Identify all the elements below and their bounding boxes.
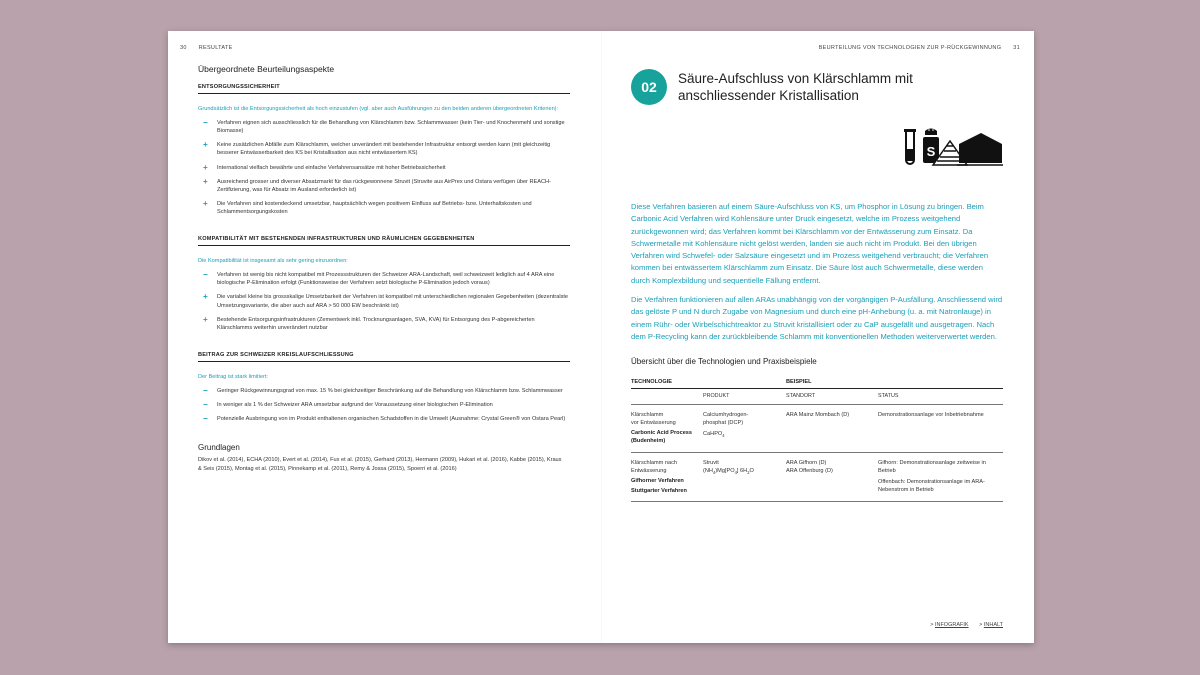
- table-header-row: [631, 379, 1003, 389]
- product-cell: [703, 452, 786, 501]
- intro-paragraph-2: Die Verfahren funktionieren auf allen ARAs unabhängig von der vorgängigen P-Ausfällung. Anschliessend wird das gelöste P und N durch Zugabe von Magnesium und durch eine pH-Anhebung (u. a. mit Natronlauge) in einem Rühr- oder Wirbelschichtreaktor zu Struvit kristallisiert oder zu CaP ausgefällt und ausgetragen. Nach dem P-Recycling kann der zurückbleibende Schlamm mit konventionellen Methoden weiterverwertet werden.: [631, 295, 1003, 341]
- list-item-text: Keine zusätzlichen Abfälle zum Klärschlamm, welcher unverändert mit bestehender Infrastruktur entsorgt werden kann (mit gleichzeitig besserer Entwässerbarkeit des KS bei Kristallisation aus nicht entwässertem KS): [217, 142, 551, 157]
- list-item-text: In weniger als 1 % der Schweizer ARA umsetzbar aufgrund der Voraussetzung einer biologischen P-Elimination: [217, 402, 493, 409]
- grundlagen-title: Grundlagen: [198, 443, 240, 453]
- grundlagen-references: Dikov et al. (2014), ECHA (2010), Evert et al. (2014), Fux et al. (2015), Gerhard (2013), Hermann (2009), Hukari et al. (2016), Kabbe (2015), Kraus & Seis (2015), Montag et al. (2015), Pinnekamp et al. (2011), Remy & Jossa (2015), Spoerri et al. (2016): [198, 457, 562, 472]
- standort-cell: [786, 452, 878, 501]
- left-page-number: 30: [180, 45, 187, 51]
- list-item: [198, 271, 570, 287]
- running-header-left: [180, 45, 233, 51]
- group-title: KOMPATIBILITÄT MIT BESTEHENDEN INFRASTRUKTUREN UND RÄUMLICHEN GEGEBENHEITEN: [198, 236, 570, 246]
- technology-line: vor Entwässerung: [631, 420, 676, 427]
- status-cell: [878, 405, 1003, 452]
- technology-name: Carbonic Acid Process (Budenheim): [631, 430, 693, 445]
- icon-letter: S: [926, 144, 936, 159]
- criteria-group-kompatibilitaet: [198, 236, 570, 332]
- technology-line: Klärschlamm: [631, 412, 664, 419]
- chapter-title: Säure-Aufschluss von Klärschlamm mit anschliessender Kristallisation: [678, 71, 913, 104]
- technology-line: Entwässerung: [631, 467, 667, 474]
- inhalt-link-label: INHALT: [983, 622, 1003, 628]
- formula-subscript: 4: [734, 469, 737, 475]
- section-title: Übergeordnete Beurteilungsaspekte: [198, 64, 335, 74]
- left-running-title: RESULTATE: [198, 45, 233, 51]
- status-cell: [878, 452, 1003, 501]
- product-formula: [703, 467, 786, 476]
- list-item-text: International vielfach bewährte und einfache Verfahrensansätze mit hoher Betriebssicherheit: [217, 164, 446, 171]
- product-cell: [703, 405, 786, 452]
- intro-paragraph-1: Diese Verfahren basieren auf einem Säure-Aufschluss von KS, um Phosphor in Lösung zu bringen. Beim Carbonic Acid Verfahren wird Kohlensäure unter Druck eingesetzt, welche im Prozess weitgehend zurückgewonnen wird; das Verfahren kommt bei Klärschlamm vor der Entwässerung zum Einsatz. Da Schwermetalle mit Kohlensäure nicht gelöst werden, landen sie auch nicht im Produkt. Bei den übrigen Verfahren wird Schwefel- oder Salzsäure eingesetzt und im Prozess weitgehend verbraucht; die Verfahren kommen bei entwässertem Klärschlamm zum Einsatz. Die Säure löst auch Schwermetalle, diese werden durch Komplexbildung und sequentielle Fällung entfernt.: [631, 202, 989, 285]
- list-item-text: Ausreichend grosser und diverser Absatzmarkt für das rückgewonnene Struvit (Struvite aus AirPrex und Ostara verfügen über REACH-Zertifizierung, was für Absatz im Ausland erforderlich ist): [217, 178, 551, 193]
- minus-icon: −: [203, 118, 208, 128]
- list-item: [198, 164, 570, 172]
- infografik-link-label: INFOGRAFIK: [934, 622, 969, 628]
- column-header-produkt: PRODUKT: [703, 389, 786, 405]
- chapter-number-badge: 02: [631, 69, 667, 105]
- list-item-text: Geringer Rückgewinnungsgrad von max. 15 % bei gleichzeitiger Beschränkung auf die Behandlung von Klärschlamm bzw. Schlammwasser: [217, 387, 563, 394]
- formula-subscript: 2: [747, 469, 750, 475]
- technology-table: [631, 379, 1003, 502]
- formula-part: (NH: [703, 467, 713, 474]
- technology-name: Gifhorner Verfahren: [631, 477, 684, 484]
- list-item-text: Bestehende Entsorgungsinfrastrukturen (Zementwerk inkl. Trocknungsanlagen, SVA, KVA) für Entsorgung des P-abgereicherten Klärschlamms weiterhin unverändert nutzbar: [217, 316, 535, 331]
- infografik-link[interactable]: [930, 622, 968, 628]
- plus-icon: +: [203, 292, 208, 302]
- group-intro: Der Beitrag ist stark limitiert:: [198, 373, 268, 380]
- list-item-text: Die variabel kleine bis grossskalige Umsetzbarkeit der Verfahren ist kompatibel mit unterschiedlichen regionalen Gegebenheiten (dezentralste Umsetzungsvariante, die aber auch auf ARA > 50 000 EW beschränkt ist): [217, 294, 569, 309]
- right-running-title: BEURTEILUNG VON TECHNOLOGIEN ZUR P-RÜCKGEWINNUNG: [818, 45, 1002, 51]
- list-item: [198, 415, 570, 423]
- formula-part: CaHPO: [703, 431, 723, 438]
- product-line: Calciumhydrogen-: [703, 412, 749, 419]
- list-item-text: Verfahren eignen sich ausschliesslich für die Behandlung von Klärschlamm bzw. Schlammwasser (kein Tier- und Knochenmehl und sonstige Biomasse): [217, 120, 565, 135]
- right-page-number: 31: [1013, 45, 1020, 51]
- status-line: Gifhorn: Demonstrationsanlage zeitweise in Betrieb: [878, 459, 986, 474]
- chapter-body: [631, 201, 1003, 502]
- column-header-status: STATUS: [878, 389, 1003, 405]
- criteria-group-entsorgung: [198, 84, 570, 216]
- list-item-text: Verfahren ist wenig bis nicht kompatibel mit Prozessstrukturen der Schweizer ARA-Landschaft, weil schweizweit lediglich auf 4 ARA eine biologische P-Elimination erfolgt (Funktionsweise der Verfahren setzt biologische P-Elimination jedoch voraus): [217, 272, 555, 287]
- plus-icon: +: [203, 198, 208, 208]
- product-formula: [703, 430, 786, 439]
- product-line: Struvit: [703, 459, 719, 466]
- chevron-right-icon: >: [930, 622, 934, 628]
- minus-icon: −: [203, 385, 208, 395]
- product-line: phosphat (DCP): [703, 420, 744, 427]
- column-header-beispiel: BEISPIEL: [786, 379, 1003, 389]
- plus-icon: +: [203, 314, 208, 324]
- formula-part: )Mg[PO: [715, 467, 735, 474]
- footer-navigation: [921, 622, 1003, 628]
- brochure-spread: [168, 31, 1034, 643]
- inhalt-link[interactable]: [979, 622, 1003, 628]
- technology-cell: [631, 452, 703, 501]
- group-intro: Die Kompatibilität ist insgesamt als sehr gering einzuordnen:: [198, 258, 348, 265]
- technology-line: Klärschlamm nach: [631, 459, 678, 466]
- standort-line: ARA Gifhorn (D): [786, 459, 827, 466]
- table-cell-empty: [631, 389, 703, 405]
- criteria-group-kreislauf: [198, 352, 570, 423]
- plus-icon: +: [203, 140, 208, 150]
- table-row: [631, 452, 1003, 501]
- column-header-technologie: TECHNOLOGIE: [631, 379, 786, 389]
- formula-subscript: 4: [722, 433, 725, 439]
- formula-part: ] 6H: [736, 467, 748, 474]
- list-item: [198, 178, 570, 194]
- formula-subscript: 4: [712, 469, 716, 475]
- list-item-text: Die Verfahren sind kostendeckend umsetzbar, hauptsächlich wegen positivem Einfluss auf Betriebs- bzw. Unterhaltskosten und Schlammentsorgungskosten: [217, 200, 532, 215]
- standort-line: ARA Mainz Mombach (D): [786, 412, 850, 419]
- group-title: BEITRAG ZUR SCHWEIZER KREISLAUFSCHLIESSUNG: [198, 352, 570, 362]
- formula-part: O: [749, 467, 754, 474]
- list-item: [198, 387, 570, 395]
- running-header-right: [819, 45, 1020, 51]
- list-item: [198, 316, 570, 332]
- status-line: Demonstrationsanlage vor Inbetriebnahme: [878, 412, 984, 419]
- plus-icon: +: [203, 162, 208, 172]
- plus-icon: +: [203, 176, 208, 186]
- standort-cell: [786, 405, 878, 452]
- list-item: [198, 200, 570, 216]
- table-subheader-row: [631, 389, 1003, 405]
- table-row: [631, 405, 1003, 452]
- acid-salt-heap-building-icon: [903, 127, 1003, 169]
- list-item: [198, 293, 570, 309]
- list-item: [198, 401, 570, 409]
- technology-cell: [631, 405, 703, 452]
- overview-title: Übersicht über die Technologien und Praxisbeispiele: [631, 357, 817, 367]
- group-intro: Grundsätzlich ist die Entsorgungssicherheit als hoch einzustufen (vgl. aber auch Ausführungen zu den beiden anderen übergeordneten Kriterien):: [198, 106, 559, 112]
- status-line: Offenbach: Demonstrationsanlage im ARA-Nebenstrom in Betrieb: [878, 478, 985, 493]
- list-item-text: Potenzielle Ausbringung von im Produkt enthaltenen organischen Schadstoffen in die Umwelt (Ausnahme: Crystal Green® von Ostara Pearl): [217, 416, 566, 423]
- column-header-standort: STANDORT: [786, 389, 878, 405]
- chevron-right-icon: >: [979, 622, 983, 628]
- group-title: ENTSORGUNGSSICHERHEIT: [198, 84, 570, 94]
- list-item: [198, 119, 570, 135]
- left-page: [198, 64, 570, 473]
- minus-icon: −: [203, 270, 208, 280]
- technology-name: Stuttgarter Verfahren: [631, 487, 687, 494]
- minus-icon: −: [203, 414, 208, 424]
- minus-icon: −: [203, 400, 208, 410]
- standort-line: ARA Offenburg (D): [786, 467, 833, 474]
- list-item: [198, 141, 570, 157]
